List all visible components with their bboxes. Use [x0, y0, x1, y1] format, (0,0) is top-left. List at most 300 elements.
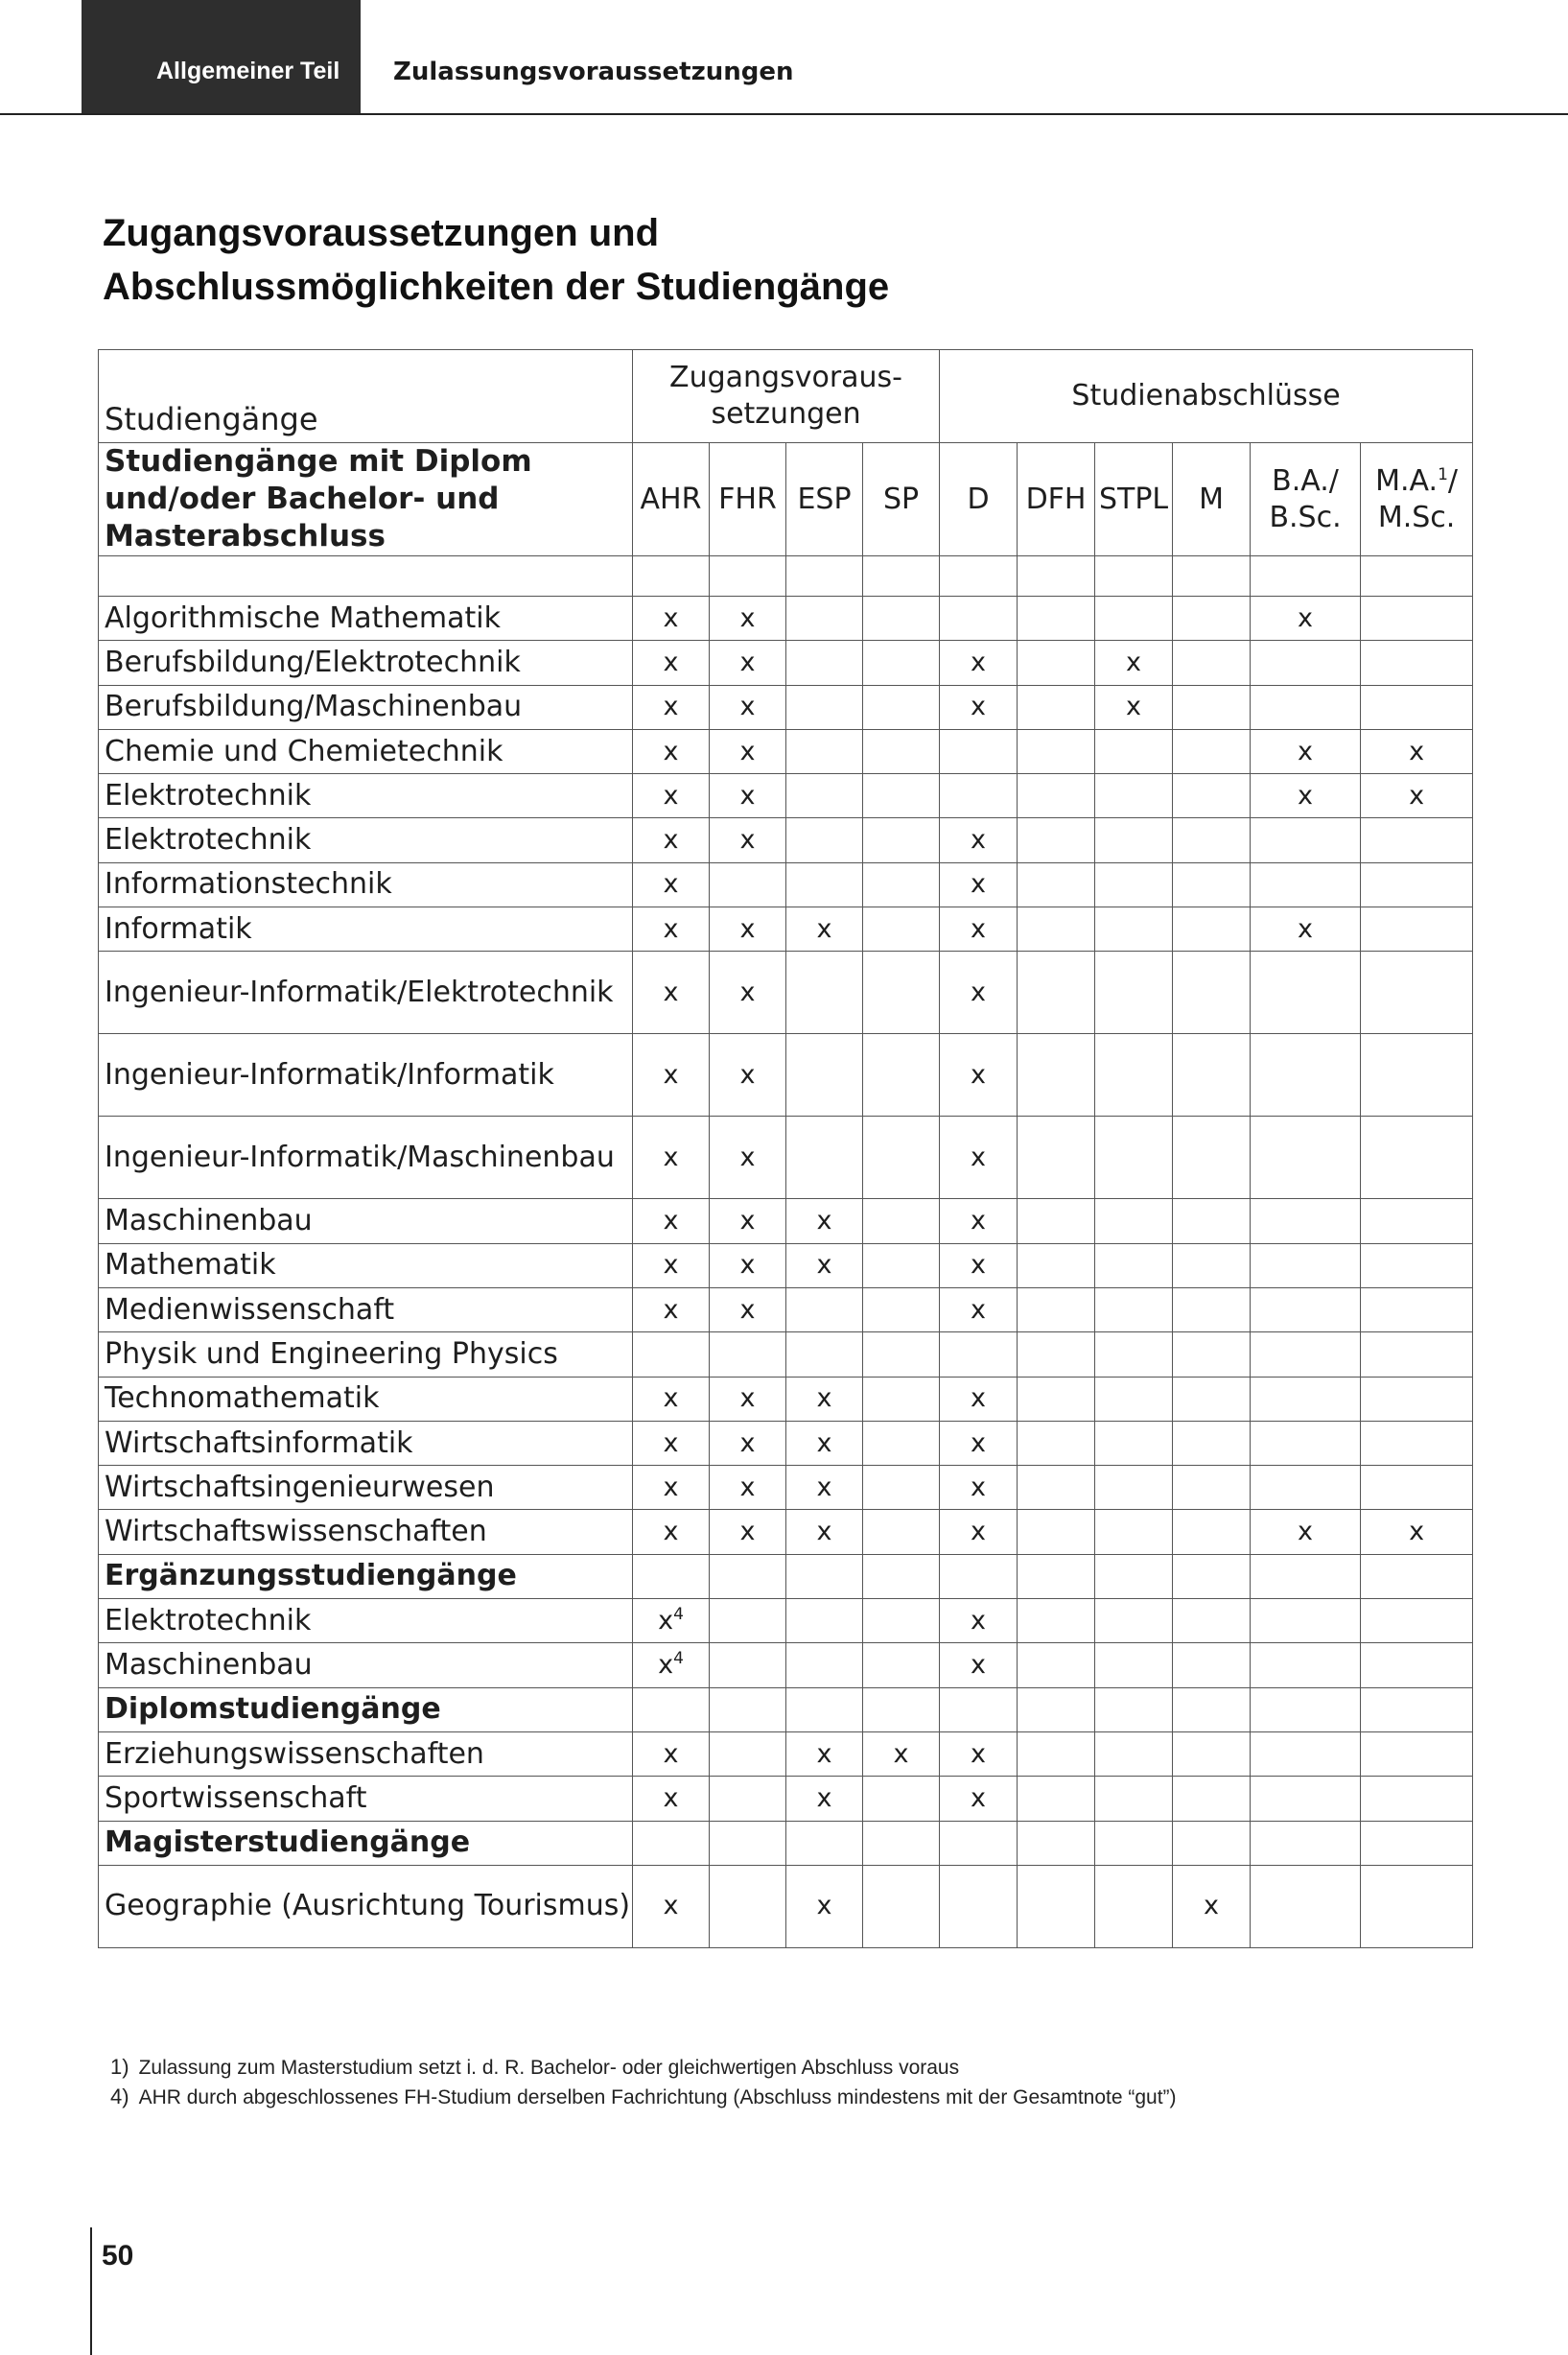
program-name: Wirtschaftsinformatik [99, 1421, 633, 1465]
cell-b-a-b-sc [1251, 1466, 1361, 1510]
cell-ahr: x [633, 907, 710, 952]
table-row [99, 1117, 1473, 1199]
program-name: Berufsbildung/Elektrotechnik [99, 641, 633, 685]
cell-esp [786, 685, 863, 729]
cell-sp [863, 952, 940, 1034]
cell-m [1173, 774, 1251, 818]
cell-dfh [1018, 641, 1095, 685]
cell-b-a-b-sc [1251, 1687, 1361, 1731]
cell-m-a-1-m-sc [1361, 1117, 1473, 1199]
cell-m-a-1-m-sc [1361, 1821, 1473, 1865]
cell-dfh [1018, 1332, 1095, 1377]
column-header-m-a-1-m-sc: M.A.$^1$/ M.Sc. [1361, 443, 1473, 556]
cell-d [940, 1554, 1018, 1598]
cell-m [1173, 1421, 1251, 1465]
cell-b-a-b-sc [1251, 1199, 1361, 1243]
program-name: Mathematik [99, 1243, 633, 1287]
cell-sp [863, 1377, 940, 1421]
cell-ahr: x [633, 774, 710, 818]
cell-m [1173, 1377, 1251, 1421]
cell-b-a-b-sc [1251, 1332, 1361, 1377]
cell-ahr: x [633, 1865, 710, 1947]
footnote: 4) AHR durch abgeschlossenes FH-Studium derselben Fachrichtung (Abschluss mindestens mit der Gesamtnote “gut”) [110, 2084, 1177, 2108]
cell-dfh [1018, 1377, 1095, 1421]
cell-ahr: x [633, 685, 710, 729]
cell-fhr [710, 1821, 786, 1865]
program-name: Wirtschaftswissenschaften [99, 1510, 633, 1554]
cell-esp: x [786, 1865, 863, 1947]
cell-ahr [633, 1821, 710, 1865]
cell-sp [863, 729, 940, 773]
category-row [99, 1554, 1473, 1598]
cell-m [1173, 641, 1251, 685]
column-header-fhr: FHR [710, 443, 786, 556]
cell-m [1173, 1117, 1251, 1199]
column-header-dfh: DFH [1018, 443, 1095, 556]
cell-esp: x [786, 1243, 863, 1287]
cell-sp [863, 818, 940, 862]
cell-m-a-1-m-sc [1361, 641, 1473, 685]
page-title-line1: Zugangsvoraussetzungen und [103, 212, 660, 254]
cell-m-a-1-m-sc [1361, 1599, 1473, 1643]
cell-ahr: x [633, 1243, 710, 1287]
cell-d: x [940, 1243, 1018, 1287]
cell-sp [863, 1332, 940, 1377]
cell-m-a-1-m-sc [1361, 1287, 1473, 1331]
column-header-ahr: AHR [633, 443, 710, 556]
cell-m [1173, 907, 1251, 952]
cell-esp [786, 1554, 863, 1598]
cell-b-a-b-sc [1251, 685, 1361, 729]
column-header-m: M [1173, 443, 1251, 556]
program-name: Geographie (Ausrichtung Tourismus) [99, 1865, 633, 1947]
cell-m-a-1-m-sc [1361, 907, 1473, 952]
cell-stpl [1095, 1287, 1173, 1331]
cell-stpl [1095, 1421, 1173, 1465]
cell-m [1173, 1243, 1251, 1287]
cell-d: x [940, 818, 1018, 862]
cell-m [1173, 1287, 1251, 1331]
cell-m-a-1-m-sc [1361, 597, 1473, 641]
cell-d: x [940, 1199, 1018, 1243]
category-label: Ergänzungsstudiengänge [99, 1554, 633, 1598]
spacer-cell [940, 556, 1018, 597]
table-row [99, 1777, 1473, 1821]
cell-m-a-1-m-sc [1361, 1466, 1473, 1510]
cell-stpl [1095, 774, 1173, 818]
cell-m [1173, 1731, 1251, 1776]
cell-d [940, 1332, 1018, 1377]
cell-stpl [1095, 1034, 1173, 1117]
cell-stpl: x [1095, 641, 1173, 685]
cell-fhr [710, 1643, 786, 1687]
program-name: Wirtschaftsingenieurwesen [99, 1466, 633, 1510]
cell-d: x [940, 1421, 1018, 1465]
table-row [99, 597, 1473, 641]
table-spacer-row [99, 556, 1473, 597]
cell-d: x [940, 1599, 1018, 1643]
program-name: Technomathematik [99, 1377, 633, 1421]
cell-ahr: x [633, 862, 710, 907]
cell-m [1173, 1821, 1251, 1865]
program-name: Erziehungswissenschaften [99, 1731, 633, 1776]
cell-d: x [940, 1510, 1018, 1554]
table-row [99, 1510, 1473, 1554]
program-name: Informationstechnik [99, 862, 633, 907]
cell-m-a-1-m-sc: x [1361, 1510, 1473, 1554]
access-header-line2: setzungen [711, 397, 861, 431]
cell-stpl [1095, 907, 1173, 952]
cell-dfh [1018, 597, 1095, 641]
cell-fhr [710, 1332, 786, 1377]
table-header-row-2 [99, 443, 1473, 556]
cell-d: x [940, 641, 1018, 685]
table-row [99, 907, 1473, 952]
cell-dfh [1018, 1554, 1095, 1598]
cell-dfh [1018, 1466, 1095, 1510]
cell-dfh [1018, 1199, 1095, 1243]
table-row [99, 862, 1473, 907]
cell-ahr: x [633, 597, 710, 641]
table-row [99, 952, 1473, 1034]
column-header-b-a-b-sc: B.A./ B.Sc. [1251, 443, 1361, 556]
cell-stpl [1095, 1243, 1173, 1287]
cell-sp [863, 1777, 940, 1821]
cell-stpl [1095, 1332, 1173, 1377]
cell-ahr: x [633, 641, 710, 685]
cell-m [1173, 862, 1251, 907]
page-title [103, 206, 1158, 314]
cell-esp [786, 952, 863, 1034]
cell-m-a-1-m-sc [1361, 1243, 1473, 1287]
cell-dfh [1018, 1777, 1095, 1821]
cell-m [1173, 685, 1251, 729]
cell-b-a-b-sc: x [1251, 907, 1361, 952]
cell-sp [863, 1034, 940, 1117]
cell-m [1173, 1643, 1251, 1687]
cell-d [940, 597, 1018, 641]
column-header-stpl: STPL [1095, 443, 1173, 556]
spacer-cell [1251, 556, 1361, 597]
program-name: Algorithmische Mathematik [99, 597, 633, 641]
cell-fhr: x [710, 907, 786, 952]
cell-esp [786, 641, 863, 685]
program-name: Berufsbildung/Maschinenbau [99, 685, 633, 729]
cell-esp: x [786, 1421, 863, 1465]
program-name: Informatik [99, 907, 633, 952]
cell-esp [786, 774, 863, 818]
cell-esp: x [786, 907, 863, 952]
table-row [99, 774, 1473, 818]
cell-b-a-b-sc [1251, 1821, 1361, 1865]
cell-sp [863, 1287, 940, 1331]
cell-b-a-b-sc [1251, 1377, 1361, 1421]
cell-ahr: $x^4$ [633, 1643, 710, 1687]
cell-fhr [710, 1731, 786, 1776]
cell-m-a-1-m-sc [1361, 1865, 1473, 1947]
cell-fhr: x [710, 818, 786, 862]
group-label: Studiengänge mit Diplom und/oder Bachelor- und Masterabschluss [99, 443, 633, 556]
cell-stpl [1095, 1821, 1173, 1865]
cell-sp [863, 1865, 940, 1947]
cell-b-a-b-sc [1251, 1731, 1361, 1776]
cell-m-a-1-m-sc: x [1361, 729, 1473, 773]
cell-fhr: x [710, 1466, 786, 1510]
program-name: Maschinenbau [99, 1199, 633, 1243]
cell-ahr [633, 1332, 710, 1377]
cell-sp [863, 1687, 940, 1731]
cell-sp [863, 1243, 940, 1287]
cell-m-a-1-m-sc [1361, 818, 1473, 862]
spacer-cell [633, 556, 710, 597]
table-header-row-1 [99, 350, 1473, 443]
cell-esp: x [786, 1466, 863, 1510]
cell-dfh [1018, 1421, 1095, 1465]
cell-stpl [1095, 729, 1173, 773]
cell-b-a-b-sc [1251, 818, 1361, 862]
cell-b-a-b-sc: x [1251, 1510, 1361, 1554]
cell-m-a-1-m-sc [1361, 685, 1473, 729]
cell-fhr [710, 1599, 786, 1643]
cell-fhr: x [710, 597, 786, 641]
cell-ahr: x [633, 1510, 710, 1554]
cell-fhr: x [710, 641, 786, 685]
cell-d [940, 1687, 1018, 1731]
column-header-esp: ESP [786, 443, 863, 556]
cell-sp [863, 1199, 940, 1243]
table-row [99, 1643, 1473, 1687]
program-name: Elektrotechnik [99, 818, 633, 862]
category-label: Diplomstudiengänge [99, 1687, 633, 1731]
program-name: Physik und Engineering Physics [99, 1332, 633, 1377]
cell-ahr: x [633, 818, 710, 862]
cell-d: x [940, 1034, 1018, 1117]
page-title-line2: Abschlussmöglichkeiten der Studiengänge [103, 266, 890, 308]
spacer-cell [1095, 556, 1173, 597]
program-name: Ingenieur-Informatik/Elektrotechnik [99, 952, 633, 1034]
column-header-sp: SP [863, 443, 940, 556]
cell-dfh [1018, 1865, 1095, 1947]
spacer-cell [99, 556, 633, 597]
cell-stpl [1095, 1117, 1173, 1199]
cell-stpl [1095, 1777, 1173, 1821]
cell-esp [786, 1687, 863, 1731]
cell-esp [786, 862, 863, 907]
cell-fhr: x [710, 1287, 786, 1331]
cell-m [1173, 1599, 1251, 1643]
cell-d: x [940, 952, 1018, 1034]
cell-m-a-1-m-sc [1361, 1377, 1473, 1421]
cell-dfh [1018, 1643, 1095, 1687]
cell-dfh [1018, 1243, 1095, 1287]
header-divider [0, 113, 1568, 115]
cell-dfh [1018, 907, 1095, 952]
cell-b-a-b-sc [1251, 1287, 1361, 1331]
cell-fhr: x [710, 1421, 786, 1465]
table-row [99, 1599, 1473, 1643]
cell-stpl [1095, 1643, 1173, 1687]
cell-sp [863, 1554, 940, 1598]
cell-fhr [710, 862, 786, 907]
cell-stpl [1095, 1865, 1173, 1947]
table-row [99, 1287, 1473, 1331]
cell-dfh [1018, 952, 1095, 1034]
cell-d: x [940, 685, 1018, 729]
cell-b-a-b-sc [1251, 1034, 1361, 1117]
cell-b-a-b-sc [1251, 1599, 1361, 1643]
cell-m [1173, 1199, 1251, 1243]
category-label: Magisterstudiengänge [99, 1821, 633, 1865]
spacer-cell [786, 556, 863, 597]
cell-fhr: x [710, 729, 786, 773]
cell-fhr [710, 1865, 786, 1947]
cell-m [1173, 1687, 1251, 1731]
cell-dfh [1018, 1731, 1095, 1776]
cell-ahr: x [633, 1199, 710, 1243]
cell-dfh [1018, 818, 1095, 862]
cell-ahr: x [633, 1466, 710, 1510]
cell-d: x [940, 1287, 1018, 1331]
cell-sp [863, 1599, 940, 1643]
cell-dfh [1018, 1599, 1095, 1643]
subsection-label: Zulassungsvoraussetzungen [393, 58, 794, 86]
cell-m [1173, 597, 1251, 641]
cell-m-a-1-m-sc [1361, 1777, 1473, 1821]
cell-dfh [1018, 1034, 1095, 1117]
cell-b-a-b-sc [1251, 1243, 1361, 1287]
cell-sp [863, 862, 940, 907]
cell-m [1173, 1777, 1251, 1821]
cell-m-a-1-m-sc [1361, 1034, 1473, 1117]
cell-esp: x [786, 1199, 863, 1243]
table-row [99, 1199, 1473, 1243]
program-name: Ingenieur-Informatik/Informatik [99, 1034, 633, 1117]
table-row [99, 729, 1473, 773]
cell-m [1173, 952, 1251, 1034]
column-header-d: D [940, 443, 1018, 556]
cell-d: x [940, 862, 1018, 907]
cell-esp [786, 1821, 863, 1865]
cell-esp [786, 1287, 863, 1331]
cell-d [940, 729, 1018, 773]
cell-esp [786, 818, 863, 862]
cell-fhr: x [710, 1377, 786, 1421]
cell-m [1173, 1554, 1251, 1598]
cell-dfh [1018, 685, 1095, 729]
cell-b-a-b-sc [1251, 952, 1361, 1034]
cell-esp [786, 1643, 863, 1687]
cell-fhr: x [710, 774, 786, 818]
cell-m-a-1-m-sc [1361, 1332, 1473, 1377]
cell-ahr: $x^4$ [633, 1599, 710, 1643]
cell-m-a-1-m-sc [1361, 862, 1473, 907]
cell-m [1173, 818, 1251, 862]
cell-d: x [940, 1466, 1018, 1510]
program-name: Medienwissenschaft [99, 1287, 633, 1331]
cell-ahr: x [633, 1287, 710, 1331]
cell-sp [863, 907, 940, 952]
cell-b-a-b-sc: x [1251, 597, 1361, 641]
section-label: Allgemeiner Teil [156, 58, 340, 84]
cell-esp [786, 1034, 863, 1117]
cell-d: x [940, 1777, 1018, 1821]
cell-b-a-b-sc: x [1251, 729, 1361, 773]
cell-sp [863, 774, 940, 818]
cell-d: x [940, 1643, 1018, 1687]
table-row [99, 1377, 1473, 1421]
cell-ahr: x [633, 1034, 710, 1117]
section-tab [82, 0, 361, 115]
spacer-cell [863, 556, 940, 597]
cell-sp [863, 1421, 940, 1465]
table-row [99, 818, 1473, 862]
spacer-cell [1173, 556, 1251, 597]
cell-m-a-1-m-sc [1361, 1199, 1473, 1243]
table-row [99, 685, 1473, 729]
cell-fhr: x [710, 685, 786, 729]
category-row [99, 1821, 1473, 1865]
cell-d: x [940, 1377, 1018, 1421]
cell-dfh [1018, 774, 1095, 818]
program-name: Sportwissenschaft [99, 1777, 633, 1821]
cell-m-a-1-m-sc [1361, 1687, 1473, 1731]
cell-stpl [1095, 1554, 1173, 1598]
cell-b-a-b-sc [1251, 1554, 1361, 1598]
cell-sp: x [863, 1731, 940, 1776]
table-row [99, 1243, 1473, 1287]
cell-m-a-1-m-sc [1361, 1643, 1473, 1687]
cell-dfh [1018, 1287, 1095, 1331]
category-row [99, 1687, 1473, 1731]
cell-sp [863, 1821, 940, 1865]
cell-sp [863, 1466, 940, 1510]
program-name: Elektrotechnik [99, 774, 633, 818]
cell-m-a-1-m-sc [1361, 1554, 1473, 1598]
cell-dfh [1018, 862, 1095, 907]
cell-stpl [1095, 862, 1173, 907]
access-header-line1: Zugangsvoraus- [669, 361, 903, 394]
cell-d [940, 1865, 1018, 1947]
cell-stpl: x [1095, 685, 1173, 729]
cell-dfh [1018, 1687, 1095, 1731]
table-row [99, 1034, 1473, 1117]
program-name: Chemie und Chemietechnik [99, 729, 633, 773]
cell-fhr: x [710, 1199, 786, 1243]
cell-m-a-1-m-sc [1361, 1421, 1473, 1465]
degree-programs-table [98, 349, 1473, 1948]
cell-ahr: x [633, 1117, 710, 1199]
cell-dfh [1018, 729, 1095, 773]
cell-ahr: x [633, 1731, 710, 1776]
cell-ahr [633, 1687, 710, 1731]
program-name: Maschinenbau [99, 1643, 633, 1687]
cell-dfh [1018, 1117, 1095, 1199]
cell-esp: x [786, 1777, 863, 1821]
cell-ahr: x [633, 729, 710, 773]
program-name: Ingenieur-Informatik/Maschinenbau [99, 1117, 633, 1199]
cell-stpl [1095, 597, 1173, 641]
table-row [99, 1865, 1473, 1947]
cell-sp [863, 685, 940, 729]
cell-m [1173, 1466, 1251, 1510]
cell-esp [786, 1332, 863, 1377]
cell-d: x [940, 907, 1018, 952]
cell-m: x [1173, 1865, 1251, 1947]
cell-stpl [1095, 1199, 1173, 1243]
cell-stpl [1095, 1466, 1173, 1510]
cell-fhr: x [710, 1117, 786, 1199]
cell-stpl [1095, 1377, 1173, 1421]
